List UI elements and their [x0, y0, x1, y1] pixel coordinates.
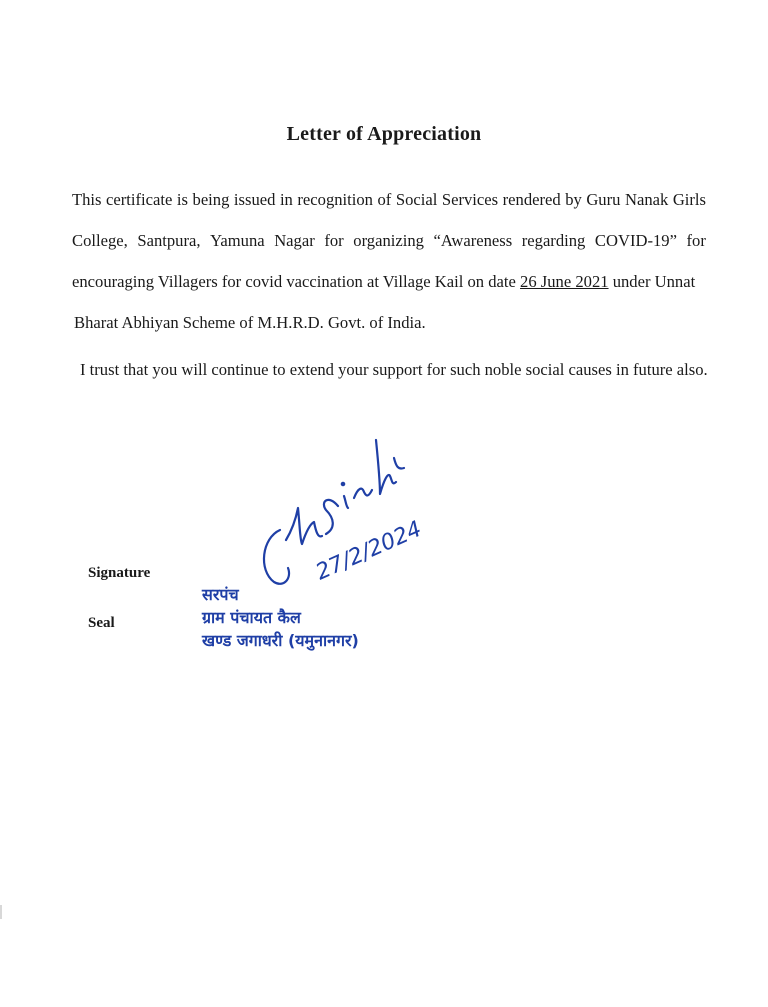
word: College, [72, 231, 128, 250]
word: regarding [521, 231, 586, 250]
word: certificate [106, 190, 173, 209]
word: “Awareness [433, 231, 513, 250]
seal-line-2: ग्राम पंचायत कैल [202, 608, 301, 627]
seal-label: Seal [88, 615, 115, 631]
paragraph-line-3 [72, 272, 695, 292]
word: organizing [353, 231, 424, 250]
word: is [176, 190, 188, 209]
scan-artifact [0, 905, 2, 919]
word: Social [395, 190, 438, 209]
paragraph-trust: I trust that you will continue to extend your support for such noble social causes in future also. [80, 360, 708, 379]
signature-label: Signature [88, 565, 151, 581]
word: of [377, 190, 392, 209]
word: being [192, 190, 230, 209]
word: Nagar [274, 231, 315, 250]
word: in [279, 190, 293, 209]
word: This [72, 190, 102, 209]
seal-line-1: सरपंच [202, 585, 239, 604]
word: by [565, 190, 582, 209]
paragraph-line-4: Bharat Abhiyan Scheme of M.H.R.D. Govt. of India. [74, 313, 426, 332]
word: for [324, 231, 344, 250]
word: for [686, 231, 706, 250]
word: Yamuna [210, 231, 265, 250]
word: rendered [502, 190, 561, 209]
paragraph-line-1 [72, 189, 706, 211]
page-title: Letter of Appreciation [286, 123, 482, 145]
word: Guru [586, 190, 621, 209]
word: issued [233, 190, 276, 209]
word: Girls [672, 190, 706, 209]
handwritten-date: 27/2/2024 [312, 516, 426, 586]
handwritten-signature [240, 410, 460, 600]
word: COVID-19” [594, 231, 677, 250]
word: Services [441, 190, 499, 209]
paragraph-line-3-start: encouraging Villagers for covid vaccination at Village Kail on date [72, 272, 521, 291]
paragraph-line-2 [72, 230, 706, 252]
word: Santpura, [137, 231, 201, 250]
word: Nanak [624, 190, 669, 209]
event-date: 26 June 2021 [520, 272, 609, 291]
seal-line-3: खण्ड जगाधरी (यमुनानगर) [202, 631, 359, 650]
word: recognition [297, 190, 373, 209]
paragraph-line-3-end: under Unnat [608, 272, 696, 291]
